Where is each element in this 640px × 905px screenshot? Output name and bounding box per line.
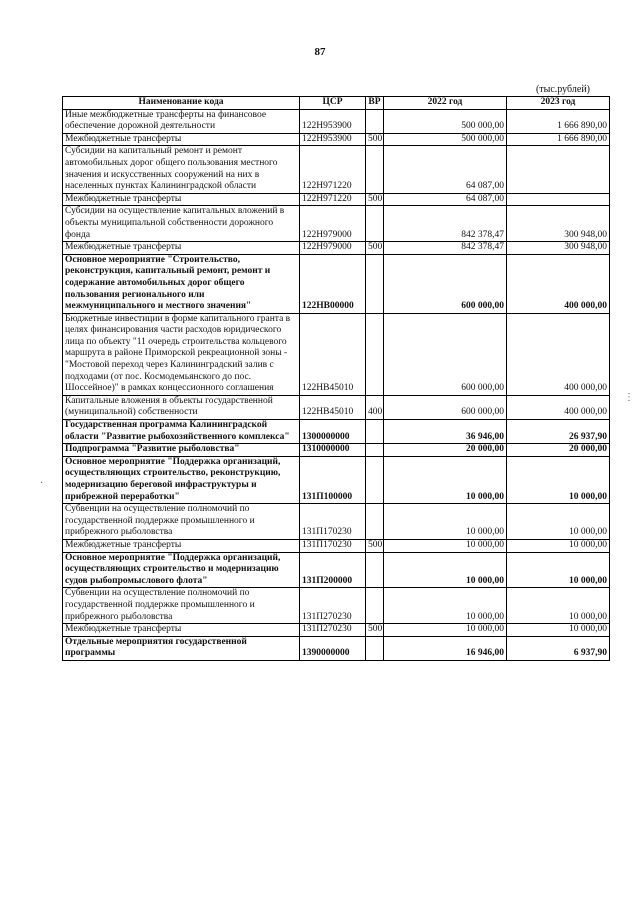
cell-2023: 10 000,00: [507, 539, 610, 552]
cell-vr: [366, 636, 384, 660]
cell-2023: [507, 193, 610, 206]
cell-vr: [366, 552, 384, 588]
cell-csr: 122НВ45010: [300, 313, 366, 395]
header-2022: 2022 год: [384, 97, 507, 110]
cell-2023: 400 000,00: [507, 254, 610, 313]
cell-2023: 10 000,00: [507, 504, 610, 540]
cell-csr: 122Н953900: [300, 109, 366, 133]
table-row: [63, 193, 610, 206]
header-name: Наименование кода: [63, 97, 300, 110]
cell-name: Межбюджетные трансферты: [63, 133, 300, 146]
cell-csr: 122НВ00000: [300, 254, 366, 313]
cell-2023: 10 000,00: [507, 552, 610, 588]
cell-name: Основное мероприятие "Поддержка организаций, осуществляющих строительство и модернизацию судов рыбопромыслового флота": [63, 552, 300, 588]
cell-name: Межбюджетные трансферты: [63, 539, 300, 552]
cell-name: Межбюджетные трансферты: [63, 193, 300, 206]
cell-2023: 20 000,00: [507, 444, 610, 457]
cell-csr: 1390000000: [300, 636, 366, 660]
cell-2022: 64 087,00: [384, 146, 507, 193]
cell-2023: 400 000,00: [507, 395, 610, 419]
cell-2022: 10 000,00: [384, 552, 507, 588]
cell-2022: 10 000,00: [384, 504, 507, 540]
table-row: [63, 206, 610, 242]
cell-name: Субвенции на осуществление полномочий по государственной поддержке промышленного и прибрежного рыболовства: [63, 588, 300, 624]
cell-2023: 1 666 890,00: [507, 133, 610, 146]
table-row: [63, 636, 610, 660]
margin-dot: ·: [40, 478, 44, 489]
cell-csr: 122Н971220: [300, 193, 366, 206]
cell-csr: 122Н979000: [300, 242, 366, 255]
table-row: [63, 254, 610, 313]
units-label: (тыс.рублей): [535, 84, 590, 95]
cell-2022: 64 087,00: [384, 193, 507, 206]
cell-2023: 10 000,00: [507, 588, 610, 624]
cell-csr: 131П100000: [300, 456, 366, 503]
cell-vr: 500: [366, 133, 384, 146]
cell-csr: 122НВ45010: [300, 395, 366, 419]
cell-name: Подпрограмма "Развитие рыболовства": [63, 444, 300, 457]
cell-name: Бюджетные инвестиции в форме капитального гранта в целях финансирования части расходов юридического лица по объекту "11 очередь строительства кольцевого маршрута в районе Приморской рекреационной зоны - "Мостовой переход через Калининградский залив с подходами (от пос. Космодемьянского до пос. Шоссейное)" в рамках концессионного соглашения: [63, 313, 300, 395]
cell-2022: 600 000,00: [384, 313, 507, 395]
cell-name: Государственная программа Калининградской области "Развитие рыбохозяйственного комплекса": [63, 420, 300, 444]
cell-vr: 500: [366, 624, 384, 637]
cell-name: Капитальные вложения в объекты государственной (муниципальной) собственности: [63, 395, 300, 419]
cell-2023: [507, 146, 610, 193]
cell-name: Основное мероприятие "Строительство, реконструкция, капитальный ремонт, ремонт и содержание автомобильных дорог общего пользования регионального или межмуниципального и местного значения": [63, 254, 300, 313]
table-row: [63, 395, 610, 419]
cell-vr: 500: [366, 539, 384, 552]
cell-name: Межбюджетные трансферты: [63, 624, 300, 637]
table-body: [63, 109, 610, 660]
cell-name: Субсидии на капитальный ремонт и ремонт автомобильных дорог общего пользования местного значения и искусственных сооружений на них в населенных пунктах Калининградской области: [63, 146, 300, 193]
table-row: [63, 133, 610, 146]
cell-2022: 16 946,00: [384, 636, 507, 660]
cell-vr: [366, 504, 384, 540]
cell-csr: 131П170230: [300, 539, 366, 552]
cell-2022: 600 000,00: [384, 395, 507, 419]
cell-csr: 122Н979000: [300, 206, 366, 242]
cell-2022: 10 000,00: [384, 624, 507, 637]
table-row: [63, 444, 610, 457]
cell-2023: 10 000,00: [507, 456, 610, 503]
cell-name: Основное мероприятие "Поддержка организаций, осуществляющих строительство, реконструкцию, модернизацию береговой инфраструктуры и прибрежной переработки": [63, 456, 300, 503]
table-row: [63, 539, 610, 552]
cell-vr: 400: [366, 395, 384, 419]
header-2023: 2023 год: [507, 97, 610, 110]
cell-2022: 500 000,00: [384, 133, 507, 146]
cell-2022: 10 000,00: [384, 539, 507, 552]
table-row: [63, 552, 610, 588]
cell-2023: 300 948,00: [507, 206, 610, 242]
cell-2022: 10 000,00: [384, 588, 507, 624]
cell-2022: 36 946,00: [384, 420, 507, 444]
cell-2022: 842 378,47: [384, 242, 507, 255]
cell-csr: 1300000000: [300, 420, 366, 444]
cell-vr: [366, 109, 384, 133]
table-row: [63, 624, 610, 637]
cell-2023: 10 000,00: [507, 624, 610, 637]
table-row: [63, 313, 610, 395]
cell-csr: 122Н953900: [300, 133, 366, 146]
cell-vr: [366, 456, 384, 503]
table-row: [63, 588, 610, 624]
cell-vr: [366, 588, 384, 624]
table-row: [63, 242, 610, 255]
cell-csr: 131П270230: [300, 624, 366, 637]
table-row: [63, 456, 610, 503]
cell-2022: 20 000,00: [384, 444, 507, 457]
cell-2023: 400 000,00: [507, 313, 610, 395]
cell-2022: 842 378,47: [384, 206, 507, 242]
budget-table: [62, 96, 610, 661]
page-number: 87: [314, 46, 326, 58]
margin-mark: ⋮: [624, 392, 634, 403]
cell-2023: 300 948,00: [507, 242, 610, 255]
cell-csr: 131П270230: [300, 588, 366, 624]
cell-vr: [366, 146, 384, 193]
cell-name: Межбюджетные трансферты: [63, 242, 300, 255]
header-csr: ЦСР: [300, 97, 366, 110]
cell-csr: 1310000000: [300, 444, 366, 457]
cell-vr: [366, 254, 384, 313]
cell-vr: [366, 420, 384, 444]
cell-csr: 131П200000: [300, 552, 366, 588]
cell-vr: [366, 444, 384, 457]
header-vr: ВР: [366, 97, 384, 110]
cell-2022: 600 000,00: [384, 254, 507, 313]
table-row: [63, 146, 610, 193]
cell-csr: 131П170230: [300, 504, 366, 540]
table-row: [63, 504, 610, 540]
cell-name: Субвенции на осуществление полномочий по государственной поддержке промышленного и прибрежного рыболовства: [63, 504, 300, 540]
cell-vr: 500: [366, 242, 384, 255]
cell-2023: 26 937,90: [507, 420, 610, 444]
cell-2023: 6 937,90: [507, 636, 610, 660]
cell-name: Субсидии на осуществление капитальных вложений в объекты муниципальной собственности дорожного фонда: [63, 206, 300, 242]
cell-vr: [366, 206, 384, 242]
cell-csr: 122Н971220: [300, 146, 366, 193]
cell-name: Отдельные мероприятия государственной программы: [63, 636, 300, 660]
table-row: [63, 420, 610, 444]
cell-name: Иные межбюджетные трансферты на финансовое обеспечение дорожной деятельности: [63, 109, 300, 133]
cell-2023: 1 666 890,00: [507, 109, 610, 133]
cell-2022: 10 000,00: [384, 456, 507, 503]
table-row: [63, 109, 610, 133]
table-header-row: [63, 97, 610, 110]
cell-2022: 500 000,00: [384, 109, 507, 133]
cell-vr: 500: [366, 193, 384, 206]
cell-vr: [366, 313, 384, 395]
